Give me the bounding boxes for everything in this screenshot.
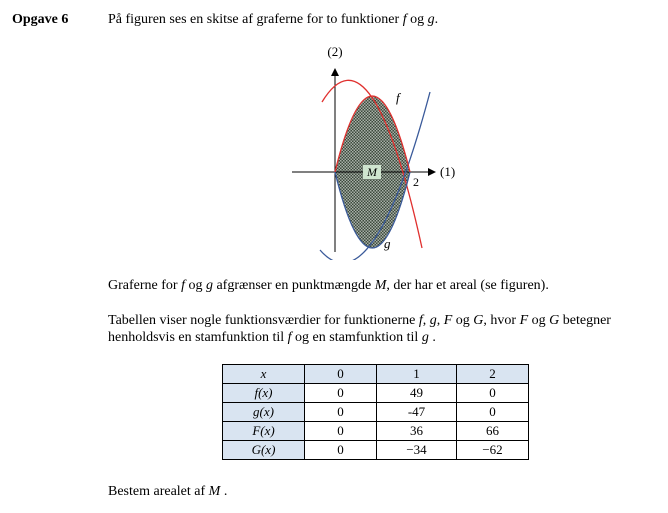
p2-c2: , [436,313,444,328]
table-cell: 0 [305,384,377,403]
p1-t2: og [184,278,206,293]
table-row [223,403,529,422]
p1-t1: Graferne for [108,278,182,293]
p2-g2: g [421,330,429,345]
intro-text: På figuren ses en skitse af graferne for to funktioner [108,12,403,27]
q-t1: Bestem arealet af [108,484,209,499]
p1-m: M [374,278,387,293]
table-cell: x [223,365,305,384]
y-axis-arrow [331,68,339,76]
p2-line2 [108,329,611,346]
x-axis-label: (1) [440,164,456,179]
g-label: g [384,236,391,251]
table-cell: F(x) [223,422,305,441]
p2-F2: F [519,313,529,328]
table-cell: 36 [377,422,457,441]
p2-c1: , [422,313,430,328]
table-cell: 0 [305,403,377,422]
table-row [223,422,529,441]
paragraph-table-intro [108,312,611,346]
p1-t3: afgrænser en punktmængde [212,278,375,293]
p2-F: F [443,313,453,328]
p2-G: G [473,313,484,328]
table-cell: 49 [377,384,457,403]
p1-g: g [205,278,213,293]
table-cell: 66 [457,422,529,441]
q-m: M [208,484,221,499]
p2-og1: og [452,313,474,328]
p2-t1: Tabellen viser nogle funktionsværdier for funktionerne [108,313,419,328]
p1-f: f [181,278,185,293]
tick-label-2: 2 [413,175,419,189]
table-cell: 0 [457,403,529,422]
table-row [223,384,529,403]
table-cell: −62 [457,441,529,460]
region-label: M [367,165,377,179]
p2-l2-t1: henholdsvis en stamfunktion til [108,330,288,345]
table-cell: G(x) [223,441,305,460]
p2-l2-t2: og en stamfunktion til [291,330,422,345]
intro-og: og [406,12,428,27]
table-cell: 0 [457,384,529,403]
table-cell: g(x) [223,403,305,422]
p2-f: f [418,313,423,328]
y-axis-label: (2) [327,44,343,59]
q-t2: . [220,484,228,499]
table-cell: 0 [305,422,377,441]
question [108,484,227,500]
x-axis-arrow [428,168,436,176]
task-label: Opgave 6 [12,12,69,27]
intro-g: g [427,12,435,27]
p2-line1 [108,312,611,329]
values-table [222,364,529,460]
table-cell: 0 [305,441,377,460]
table-cell: −34 [377,441,457,460]
p2-l2-t3: . [428,330,436,345]
f-label: f [396,90,400,105]
p2-t2: , hvor [483,313,520,328]
paragraph-area [108,277,549,294]
table-cell: 2 [457,365,529,384]
table-cell: 0 [305,365,377,384]
p2-G2: G [549,313,560,328]
p2-g: g [429,313,437,328]
p1-t4: , der har et areal (se figuren). [386,278,549,293]
p2-f2: f [287,330,292,345]
table-cell: -47 [377,403,457,422]
table-row [223,365,529,384]
task-intro [108,12,438,28]
table-cell: f(x) [223,384,305,403]
p2-og2: og [528,313,550,328]
intro-end: . [434,12,439,27]
table-cell: 1 [377,365,457,384]
p2-t3: betegner [559,313,611,328]
table-row [223,441,529,460]
intro-f: f [402,12,407,27]
function-graph-figure [280,40,470,260]
